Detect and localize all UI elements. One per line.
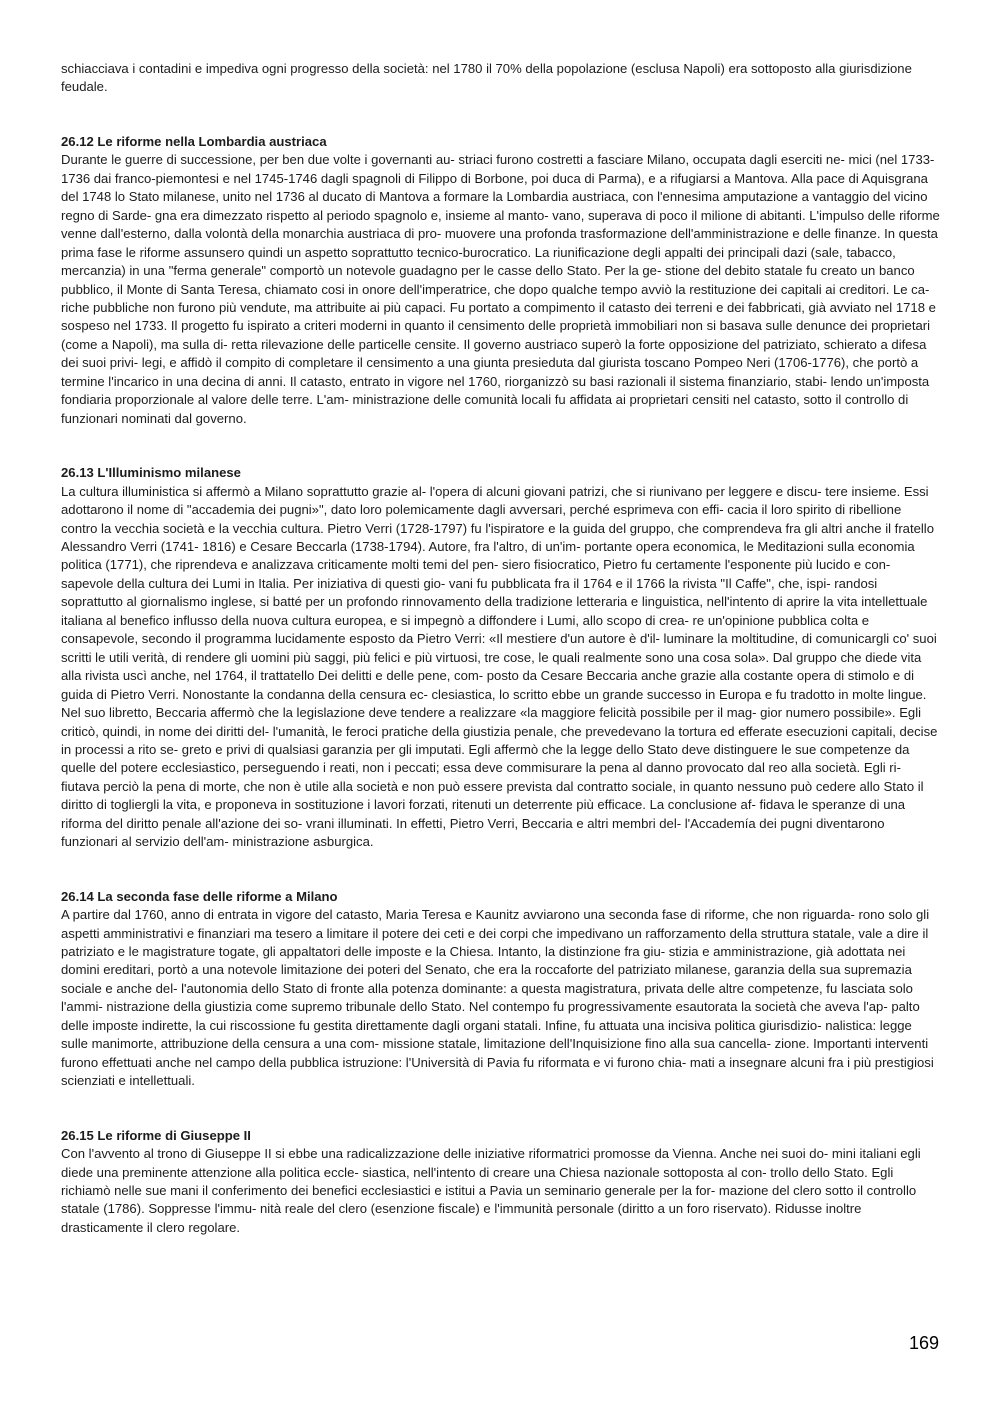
section-title: 26.14 La seconda fase delle riforme a Milano [61, 888, 338, 904]
section-26-13 [61, 464, 941, 852]
section-26-15 [61, 1127, 941, 1238]
page-number: 169 [908, 1333, 939, 1353]
section-body: La cultura illuministica si affermò a Milano soprattutto grazie al- l'opera di alcuni giovani patrizi, che si riunivano per leggere e discu- tere insieme. Essi adottarono il nome di "accademia dei pugni»", dato loro polemicamente dagli avversari, perché esprimeva con effi- cacia il loro spirito di ribellione contro la vecchia società e la vecchia cultura. Pietro Verri (1728-1797) fu l'ispiratore e la guida del gruppo, che comprendeva fra gli altri anche il fratello Alessandro Verri (1741- 1816) e Cesare Beccarla (1738-1794). Autore, fra l'altro, di un'im- portante opera economica, le Meditazioni sulla economia politica (1771), che riprendeva e analizzava criticamente molti temi del pen- siero fisiocratico, Pietro fu certamente l'esponente più lucido e con- sapevole della cultura dei Lumi in Italia. Per iniziativa di questi gio- vani fu pubblicata fra il 1764 e il 1766 la rivista "Il Caffe", che, ispi- randosi soprattutto al giornalismo inglese, si batté per un profondo rinnovamento della tradizione letteraria e linguistica, nell'intento di aprire la vita intellettuale italiana al benefico influsso della nuova cultura europea, e si impegnò a diffondere i Lumi, allo scopo di crea- re un'opinione pubblica colta e consapevole, secondo il programma lucidamente esposto da Pietro Verri: «Il mestiere d'un autore è d'il- luminare la moltitudine, di comunicargli co' suoi scritti le utili verità, di rendere gli uomini più saggi, più felici e più virtuosi, tre cose, le quali realmente sono una cosa sola». Dal gruppo che diede vita alla rivista uscì anche, nel 1764, il trattatello Dei delitti e delle pene, com- posto da Cesare Beccaria anche grazie alla costante opera di stimolo e di guida di Pietro Verri. Nonostante la condanna della censura ec- clesiastica, lo scritto ebbe un grande successo in Europa e fu tradotto in molte lingue. Nel suo libretto, Beccaria affermò che la legislazione deve tendere a realizzare «la maggiore felicità possibile per il mag- gior numero possibile». Egli criticò, quindi, in nome dei diritti del- l'umanità, le feroci pratiche della giustizia penale, che prevedevano la tortura ed efferate esecuzioni capitali, decise in processi a rito se- greto e privi di qualsiasi garanzia per gli imputati. Egli affermò che la legge dello Stato deve distinguere le sue competenze da quelle del potere ecclesiastico, perseguendo i reati, non i peccati; essa deve commisurare la pena al danno provocato dal reo alla società. Egli ri- fiutava perciò la pena di morte, che non è utile alla società e non può essere prevista dal contratto sociale, in quanto nessuno può cedere allo Stato il diritto di togliergli la vita, e proponeva in sostituzione i lavori forzati, ritenuti un deterrente più efficace. La conclusione af- fidava le speranze di una riforma del diritto penale all'azione dei so- vrani illuminati. In effetti, Pietro Verri, Beccaria e altri membri del- l'Accademía dei pugni diventarono funzionari al servizio dell'am- ministrazione asburgica. [61, 483, 938, 850]
intro-paragraph: schiacciava i contadini e impediva ogni progresso della società: nel 1780 il 70% della popolazione (esclusa Napoli) era sottoposto alla giurisdizione feudale. [61, 61, 912, 95]
section-body: A partire dal 1760, anno di entrata in vigore del catasto, Maria Teresa e Kaunitz avviarono una seconda fase di riforme, che non riguarda- rono solo gli aspetti amministrativi e finanziari ma tesero a limitare il potere dei ceti e dei corpi che impedivano un rafforzamento della struttura statale, vale a dire il patriziato e le magistrature togate, gli appaltatori delle imposte e la Chiesa. Intanto, la distinzione fra giu- stizia e amministrazione, già adottata nei domini ereditari, portò a una notevole limitazione dei poteri del Senato, che era la roccaforte del patriziato milanese, garanzia della sua supremazia sociale e anche del- l'autonomia dello Stato di fronte alla potenza dominante: a questa magistratura, privata delle altre competenze, fu lasciata solo l'ammi- nistrazione della giustizia come supremo tribunale dello Stato. Nel contempo fu progressivamente esautorata la società che aveva l'ap- palto delle imposte indirette, la cui riscossione fu gestita direttamente dagli organi statali. Infine, fu attuata una incisiva politica giurisdizio- nalistica: legge sulle manimorte, attribuzione della censura a una com- missione statale, limitazione dell'Inquisizione fino alla sua cancella- zione. Importanti interventi furono effettuati anche nel campo della pubblica istruzione: l'Università di Pavia fu riformata e vi furono chia- mati a insegnare alcuni fra i più prestigiosi scienziati e intellettuali. [61, 907, 934, 1089]
section-26-14 [61, 888, 941, 1091]
section-title: 26.15 Le riforme di Giuseppe II [61, 1127, 251, 1143]
section-26-12 [61, 133, 941, 428]
section-title: 26.13 L'Illuminismo milanese [61, 465, 241, 481]
page-content [61, 60, 941, 1237]
section-title: 26.12 Le riforme nella Lombardia austriaca [61, 133, 327, 149]
section-body: Durante le guerre di successione, per ben due volte i governanti au- striaci furono costretti a fasciare Milano, occupata dagli eserciti ne- mici (nel 1733-1736 dai franco-piemontesi e nel 1745-1746 dagli spagnoli di Filippo di Borbone, poi duca di Parma), e a rifugiarsi a Mantova. Alla pace di Aquisgrana del 1748 lo Stato milanese, unito nel 1736 al ducato di Mantova a formare la Lombardia austriaca, con l'ennesima amputazione a vantaggio del vicino regno di Sarde- gna era dimezzato rispetto al periodo spagnolo e, insieme al manto- vano, superava di poco il milione di abitanti. L'impulso delle riforme venne dall'esterno, dalla volontà della monarchia austriaca di pro- muovere una profonda trasformazione dell'amministrazione e delle finanze. In questa prima fase le riforme assunsero quindi un aspetto soprattutto tecnico-burocratico. La riunificazione degli appalti dei principali dazi (sale, tabacco, mercanzia) in una "ferma generale" comportò un notevole guadagno per le casse dello Stato. Per la ge- stione del debito statale fu creato un banco pubblico, il Monte di Santa Teresa, chiamato cosi in onore dell'imperatrice, che dopo qualche tempo avviò la restituzione dei capitali ai creditori. Le ca- riche pubbliche non furono più vendute, ma attribuite ai più capaci. Fu portato a compimento il catasto dei terreni e dei fabbricati, già avviato nel 1718 e sospeso nel 1733. Il progetto fu ispirato a criteri moderni in quanto il censimento delle proprietà immobiliari non si basava sulle denunce dei proprietari (come a Napoli), ma sulla di- retta rilevazione delle particelle censite. Il governo austriaco superò la forte opposizione del patriziato, schierato a difesa dei suoi privi- legi, e affidò il compito di completare il censimento a una giunta presieduta dal giurista toscano Pompeo Neri (1706-1776), che portò a termine l'incarico in una decina di anni. Il catasto, entrato in vigore nel 1760, riorganizzò su basi razionali il sistema finanziario, stabi- lendo un'imposta fondiaria proporzionale al valore delle terre. L'am- ministrazione delle comunità locali fu affidata ai proprietari censiti nel catasto, sotto il controllo di funzionari nominati dal governo. [61, 152, 940, 426]
section-body: Con l'avvento al trono di Giuseppe II si ebbe una radicalizzazione delle iniziative riformatrici promosse da Vienna. Anche nei suoi do- mini italiani egli diede una preminente attenzione alla politica eccle- siastica, nell'intento di creare una Chiesa nazionale sottoposta al con- trollo dello Stato. Egli richiamò nelle sue mani il conferimento dei benefici ecclesiastici e istitui a Pavia un seminario generale per la for- mazione del clero sotto il controllo statale (1786). Soppresse l'immu- nità reale del clero (esenzione fiscale) e l'immunità personale (diritto a un foro riservato). Ridusse inoltre drasticamente il clero regolare. [61, 1146, 921, 1235]
